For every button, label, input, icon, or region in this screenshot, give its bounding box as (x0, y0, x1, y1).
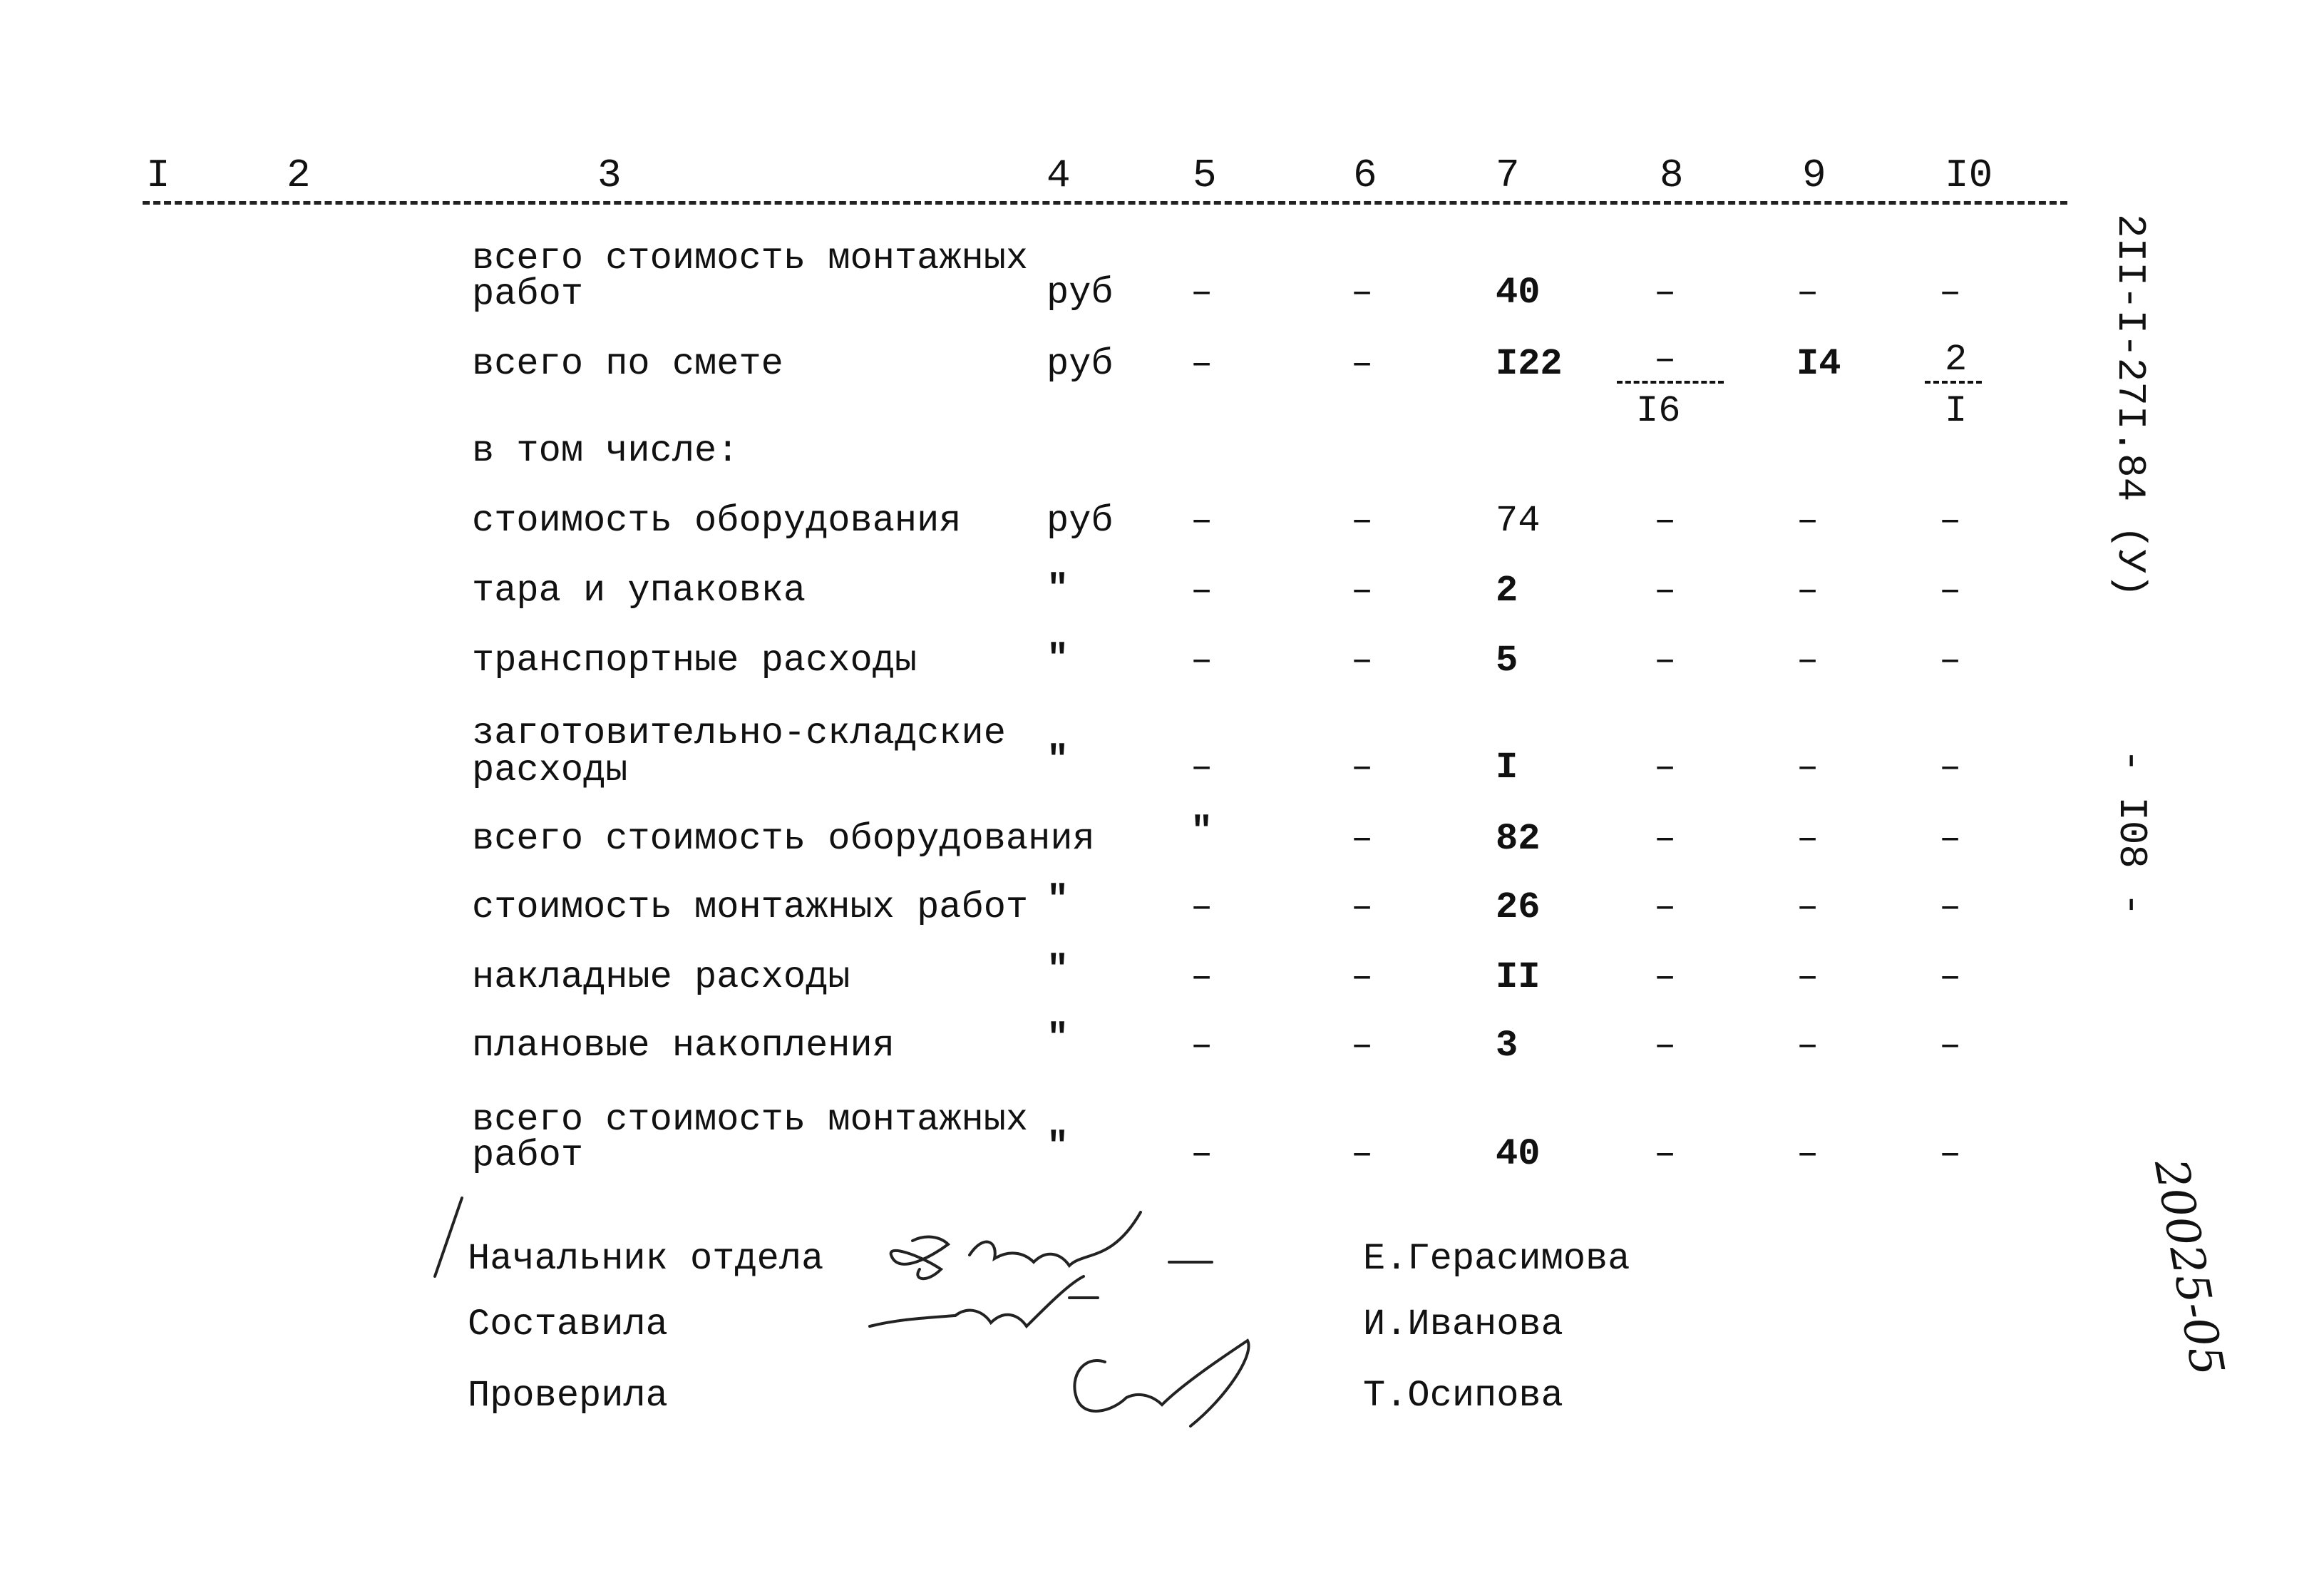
document-code: 2II-I-27I.84 (У) (2107, 214, 2153, 598)
signature-3-mark (1074, 1341, 1248, 1426)
row-label: в том числе: (472, 430, 739, 472)
row-unit-ditto: " (1047, 638, 1069, 680)
row-unit-ditto: " (1047, 1018, 1069, 1060)
row-unit: руб (1047, 272, 1114, 314)
row-col7-value: 26 (1496, 886, 1541, 928)
row-col9: – (1796, 1133, 1819, 1175)
row-col7-value: II (1496, 956, 1541, 998)
row-col6: – (1351, 343, 1374, 385)
row-col8-numerator: – (1654, 339, 1677, 381)
row-col8: – (1654, 272, 1677, 314)
row-col8: – (1654, 1025, 1677, 1067)
row-unit-ditto: " (1047, 1126, 1069, 1168)
row-col9: – (1796, 886, 1819, 928)
row-label: стоимость оборудования (472, 500, 962, 542)
row-col10: – (1939, 1025, 1962, 1067)
row-label-cont: работ (472, 1134, 584, 1177)
col-header-9: 9 (1802, 153, 1826, 198)
row-label: всего стоимость оборудования (472, 818, 1095, 860)
row-col7-value: 3 (1496, 1025, 1518, 1067)
row-col9: – (1796, 272, 1819, 314)
row-col7-value: 40 (1496, 1133, 1541, 1175)
row-col9: – (1796, 956, 1819, 998)
row-col10: – (1939, 747, 1962, 789)
row-unit: руб (1047, 343, 1114, 385)
row-label: накладные расходы (472, 956, 850, 998)
row-col8: – (1654, 886, 1677, 928)
row-col5: – (1191, 956, 1213, 998)
row-label: тара и упаковка (472, 570, 806, 612)
col-header-10: I0 (1945, 153, 1993, 198)
row-col5: – (1191, 886, 1213, 928)
row-col6: – (1351, 956, 1374, 998)
handwritten-archive-number: 20025-05 (2144, 1155, 2234, 1380)
row-label: всего стоимость монтажных (472, 237, 1029, 280)
page-number: - I08 - (2109, 749, 2154, 917)
row-col9: – (1796, 640, 1819, 682)
row-col9: – (1796, 1025, 1819, 1067)
row-col9: – (1796, 818, 1819, 860)
row-col6: – (1351, 818, 1374, 860)
signature-name: Е.Герасимова (1363, 1238, 1630, 1280)
row-label: заготовительно-складские (472, 712, 1006, 754)
row-col7-value: 40 (1496, 272, 1541, 314)
row-col8: – (1654, 1133, 1677, 1175)
row-col9: – (1796, 747, 1819, 789)
row-label: всего стоимость монтажных (472, 1099, 1029, 1141)
row-col7-value: 74 (1496, 500, 1541, 542)
row-col10: – (1939, 1133, 1962, 1175)
row-col5-ditto: " (1191, 811, 1213, 853)
col-header-6: 6 (1353, 153, 1377, 198)
row-label: транспортные расходы (472, 640, 917, 682)
signature-1-mark (891, 1237, 948, 1279)
margin-stroke (435, 1198, 462, 1276)
row-col9-value: I4 (1796, 343, 1841, 385)
row-col5: – (1191, 1133, 1213, 1175)
row-col5: – (1191, 747, 1213, 789)
signature-name: И.Иванова (1363, 1303, 1563, 1346)
row-col7-value: I (1496, 747, 1518, 789)
row-col5: – (1191, 570, 1213, 612)
col-header-2: 2 (287, 153, 311, 198)
signature-2-mark (870, 1276, 1084, 1326)
row-label-cont: расходы (472, 749, 628, 792)
row-label-cont: работ (472, 273, 584, 315)
row-col6: – (1351, 747, 1374, 789)
row-col6: – (1351, 570, 1374, 612)
row-col10: – (1939, 640, 1962, 682)
row-col8: – (1654, 747, 1677, 789)
row-unit: руб (1047, 500, 1114, 542)
row-col7-value: I22 (1496, 343, 1563, 385)
row-col7-value: 2 (1496, 570, 1518, 612)
row-col5: – (1191, 500, 1213, 542)
row-col7-value: 5 (1496, 640, 1518, 682)
col-header-1: I (146, 153, 170, 198)
row-col10: – (1939, 500, 1962, 542)
row-col6: – (1351, 1133, 1374, 1175)
col-header-7: 7 (1496, 153, 1520, 198)
row-col9: – (1796, 500, 1819, 542)
col-header-8: 8 (1660, 153, 1684, 198)
row-col8: – (1654, 640, 1677, 682)
signature-1-mark (970, 1212, 1141, 1266)
row-col8-denominator: I6 (1636, 390, 1681, 432)
col-header-5: 5 (1193, 153, 1217, 198)
row-col10: – (1939, 272, 1962, 314)
signature-role: Проверила (468, 1375, 668, 1417)
row-col5: – (1191, 640, 1213, 682)
row-col9: – (1796, 570, 1819, 612)
row-unit-ditto: " (1047, 568, 1069, 610)
row-col10: – (1939, 956, 1962, 998)
row-col10: – (1939, 818, 1962, 860)
row-col5: – (1191, 272, 1213, 314)
row-col5: – (1191, 1025, 1213, 1067)
row-col10: – (1939, 886, 1962, 928)
row-col6: – (1351, 1025, 1374, 1067)
row-label: всего по смете (472, 343, 783, 385)
signature-role: Составила (468, 1303, 668, 1346)
col-header-4: 4 (1047, 153, 1071, 198)
row-col6: – (1351, 500, 1374, 542)
row-col10-denominator: I (1945, 390, 1968, 432)
row-col6: – (1351, 640, 1374, 682)
row-col6: – (1351, 886, 1374, 928)
row-col8: – (1654, 818, 1677, 860)
row-label: стоимость монтажных работ (472, 886, 1029, 928)
row-col8: – (1654, 570, 1677, 612)
row-unit-ditto: " (1047, 739, 1069, 782)
row-label: плановые накопления (472, 1025, 895, 1067)
row-col10: – (1939, 570, 1962, 612)
row-col8: – (1654, 500, 1677, 542)
col-header-3: 3 (597, 153, 622, 198)
row-col8: – (1654, 956, 1677, 998)
row-unit-ditto: " (1047, 879, 1069, 921)
row-unit-ditto: " (1047, 949, 1069, 991)
row-col5: – (1191, 343, 1213, 385)
signature-role: Начальник отдела (468, 1238, 824, 1280)
row-col7-value: 82 (1496, 818, 1541, 860)
row-col6: – (1351, 272, 1374, 314)
row-col10-numerator: 2 (1945, 339, 1968, 381)
signature-name: Т.Осипова (1363, 1375, 1563, 1417)
